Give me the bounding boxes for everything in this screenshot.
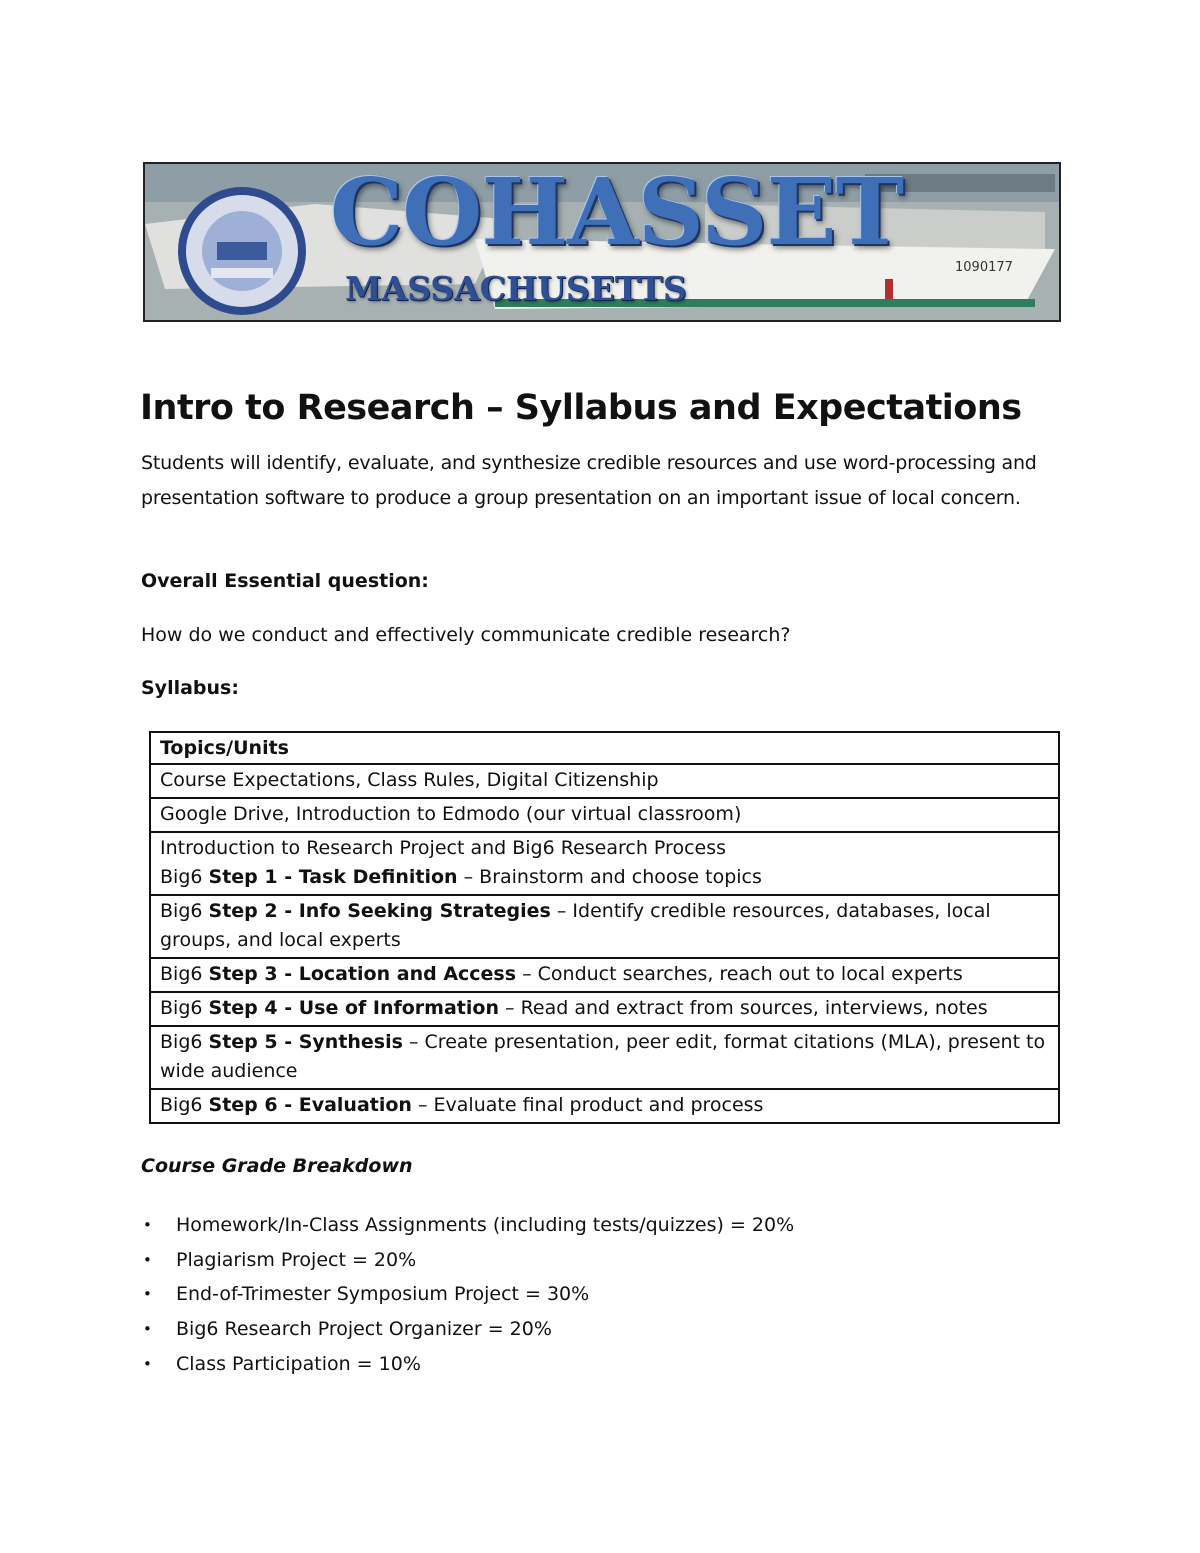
- step-label: Step 3 - Location and Access: [208, 963, 517, 985]
- course-description: Students will identify, evaluate, and synthesize credible resources and use word-processing and presentation software to produce a group presentation on an important issue of local concern.: [141, 452, 1037, 509]
- syllabus-line: [160, 800, 1049, 829]
- table-cell: [150, 764, 1059, 798]
- syllabus-text: Big6: [160, 866, 209, 888]
- cohasset-banner: [143, 162, 1061, 322]
- list-item: [141, 1312, 794, 1347]
- syllabus-line: [160, 960, 1049, 989]
- bullet-icon: •: [143, 1216, 152, 1234]
- table-row: [150, 992, 1059, 1026]
- bullet-icon: •: [143, 1354, 152, 1373]
- syllabus-text: Course Expectations, Class Rules, Digital Citizenship: [160, 769, 659, 791]
- syllabus-line: [160, 834, 1049, 863]
- step-label: Step 4 - Use of Information: [208, 997, 499, 1019]
- syllabus-text: – Read and extract from sources, interviews, notes: [498, 997, 988, 1019]
- list-item: [141, 1243, 794, 1278]
- boat-hull-number: 1090177: [955, 260, 1013, 275]
- table-header: Topics/Units: [150, 732, 1059, 764]
- grade-item-text: Big6 Research Project Organizer = 20%: [176, 1318, 552, 1341]
- banner-title: COHASSET: [330, 162, 904, 266]
- bullet-icon: •: [143, 1285, 152, 1304]
- table-cell: [150, 895, 1059, 958]
- syllabus-table: [149, 731, 1060, 1124]
- syllabus-text: Big6: [160, 963, 209, 985]
- syllabus-line: [160, 766, 1049, 795]
- list-item: [141, 1208, 794, 1243]
- table-cell: [150, 992, 1059, 1026]
- syllabus-text: Big6: [160, 997, 209, 1019]
- bullet-icon: •: [143, 1250, 152, 1269]
- table-row: [150, 895, 1059, 958]
- banner-subtitle: MASSACHUSETTS: [345, 269, 687, 308]
- table-row: [150, 832, 1059, 895]
- table-cell: [150, 1026, 1059, 1089]
- table-row: [150, 1089, 1059, 1123]
- syllabus-text: Introduction to Research Project and Big6 Research Process: [160, 837, 727, 859]
- syllabus-text: Big6: [160, 1094, 209, 1116]
- syllabus-text: Big6: [160, 1031, 209, 1053]
- grade-list: [141, 1208, 794, 1381]
- syllabus-text: – Identify credible resources, databases, local groups, and local experts: [160, 900, 991, 951]
- syllabus-line: [160, 1091, 1049, 1120]
- syllabus-label: Syllabus:: [141, 677, 239, 699]
- grade-item-text: Plagiarism Project = 20%: [176, 1248, 417, 1271]
- syllabus-text: Google Drive, Introduction to Edmodo (our virtual classroom): [160, 803, 742, 825]
- essential-question-label: Overall Essential question:: [141, 570, 429, 592]
- syllabus-text: – Create presentation, peer edit, format citations (MLA), present to wide audience: [160, 1031, 1046, 1082]
- essential-question-text: How do we conduct and effectively communicate credible research?: [141, 624, 791, 646]
- table-cell: [150, 832, 1059, 895]
- grade-item-text: Class Participation = 10%: [176, 1352, 421, 1375]
- syllabus-text: Big6: [160, 900, 209, 922]
- table-row: [150, 798, 1059, 832]
- grade-item-text: End-of-Trimester Symposium Project = 30%: [176, 1283, 590, 1306]
- table-row: [150, 958, 1059, 992]
- page-title: Intro to Research – Syllabus and Expectations: [140, 388, 1022, 428]
- syllabus-line: [160, 897, 1049, 955]
- table-row: [150, 764, 1059, 798]
- grade-item-text: Homework/In-Class Assignments (including tests/quizzes) = 20%: [176, 1214, 795, 1236]
- syllabus-line: [160, 863, 1049, 892]
- table-header-row: [150, 732, 1059, 764]
- town-seal: [178, 187, 306, 315]
- table-cell: [150, 1089, 1059, 1123]
- table-cell: [150, 958, 1059, 992]
- list-item: [141, 1347, 794, 1382]
- step-label: Step 6 - Evaluation: [208, 1094, 412, 1116]
- step-label: Step 1 - Task Definition: [208, 866, 458, 888]
- bullet-icon: •: [143, 1320, 152, 1339]
- syllabus-line: [160, 994, 1049, 1023]
- list-item: [141, 1277, 794, 1312]
- syllabus-text: – Conduct searches, reach out to local experts: [516, 963, 963, 985]
- table-row: [150, 1026, 1059, 1089]
- step-label: Step 2 - Info Seeking Strategies: [208, 900, 551, 922]
- syllabus-line: [160, 1028, 1049, 1086]
- syllabus-text: – Evaluate final product and process: [411, 1094, 764, 1116]
- syllabus-text: – Brainstorm and choose topics: [457, 866, 762, 888]
- step-label: Step 5 - Synthesis: [208, 1031, 403, 1053]
- grade-breakdown-heading: Course Grade Breakdown: [141, 1155, 413, 1177]
- table-cell: [150, 798, 1059, 832]
